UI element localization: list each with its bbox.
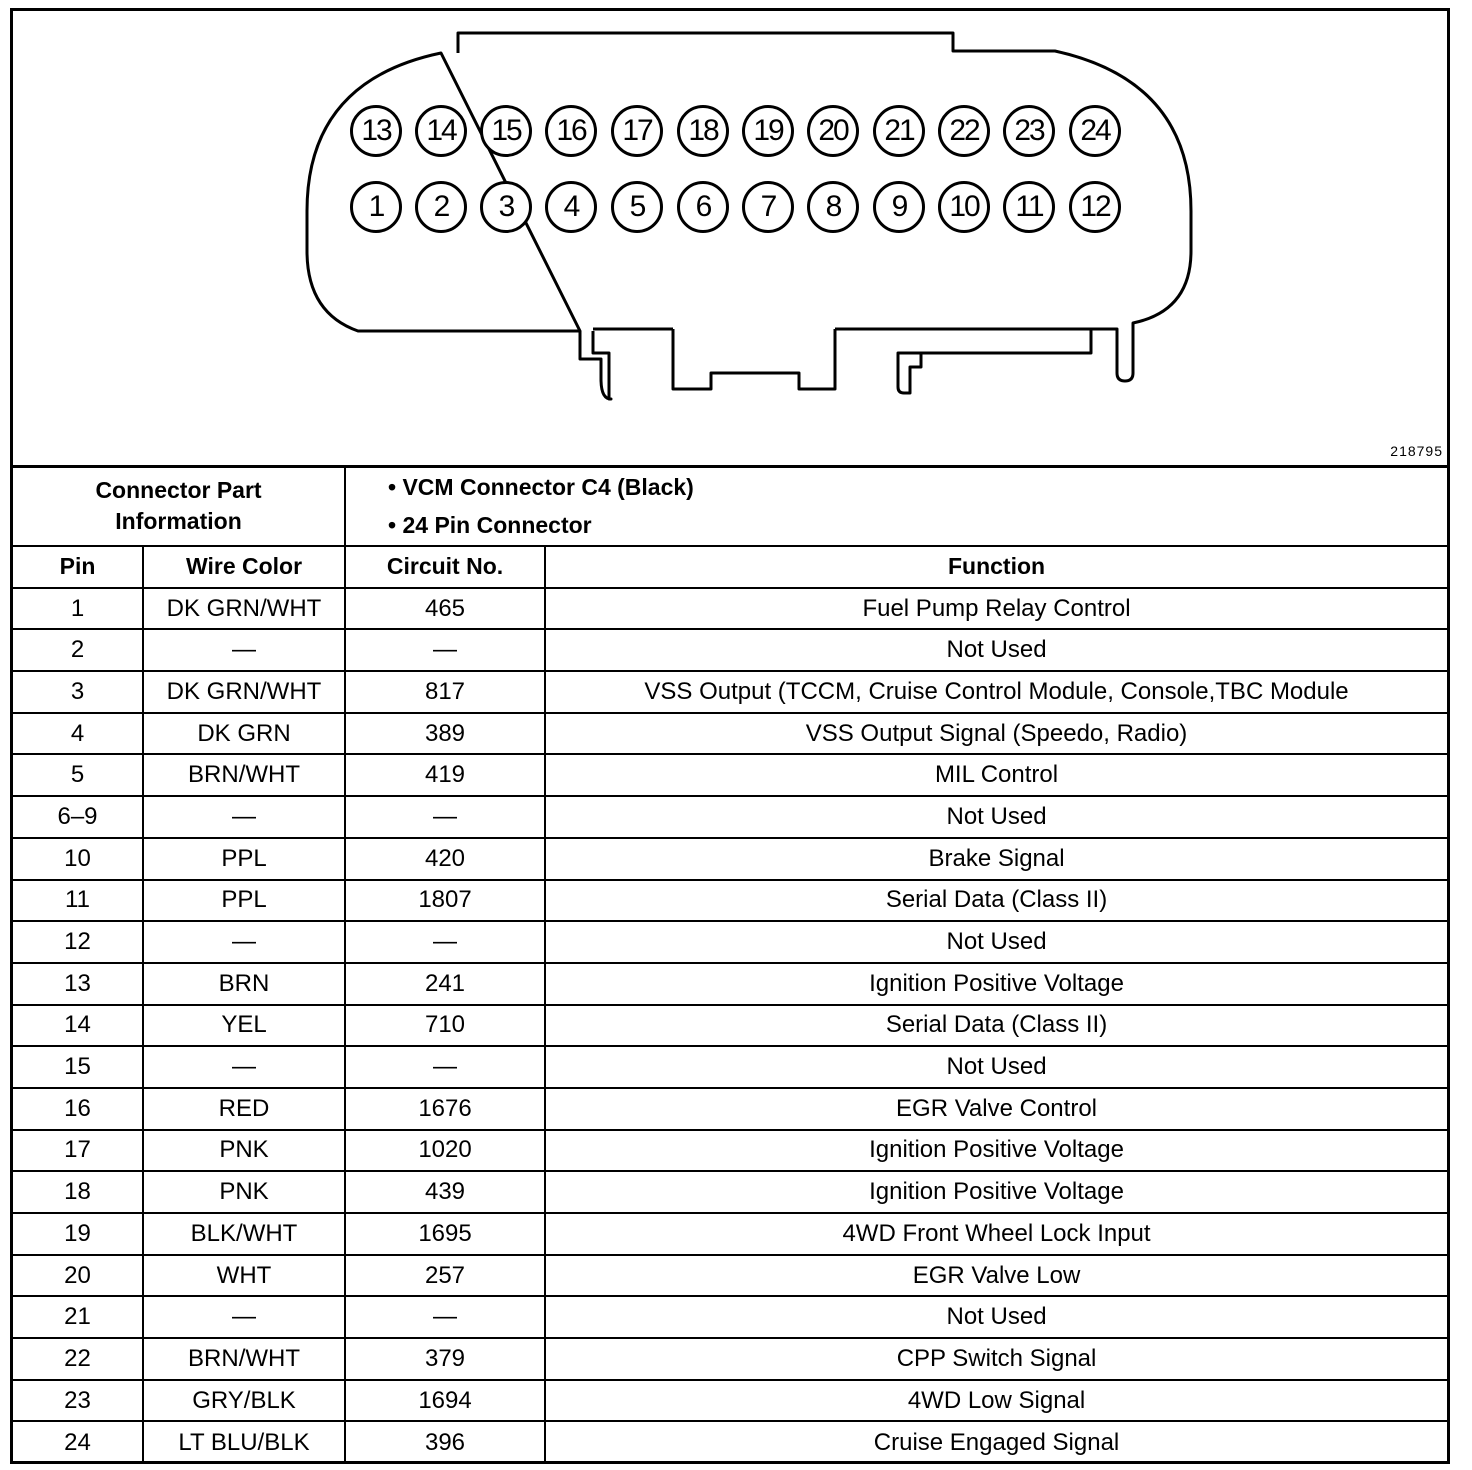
cell-function: Brake Signal <box>545 838 1447 880</box>
connector-info-list <box>345 466 1447 546</box>
connector-info-item: • 24 Pin Connector <box>388 511 592 538</box>
connector-pin: 16 <box>545 105 597 157</box>
cell-wire-color: PNK <box>143 1171 345 1213</box>
cell-circuit-no: 1695 <box>345 1213 545 1255</box>
connector-pin: 13 <box>350 105 402 157</box>
table-row <box>13 1338 1447 1380</box>
connector-pin: 4 <box>545 181 597 233</box>
cell-circuit-no: 257 <box>345 1255 545 1297</box>
cell-circuit-no: 1676 <box>345 1088 545 1130</box>
cell-wire-color: YEL <box>143 1005 345 1047</box>
cell-function: EGR Valve Low <box>545 1255 1447 1297</box>
connector-pin: 11 <box>1003 181 1055 233</box>
connector-pin: 17 <box>611 105 663 157</box>
cell-circuit-no: 439 <box>345 1171 545 1213</box>
cell-pin: 15 <box>13 1046 143 1088</box>
table-row <box>13 921 1447 963</box>
cell-function: Not Used <box>545 1296 1447 1338</box>
pinout-frame <box>10 8 1450 1464</box>
table-row <box>13 588 1447 630</box>
cell-function: EGR Valve Control <box>545 1088 1447 1130</box>
cell-function: VSS Output Signal (Speedo, Radio) <box>545 713 1447 755</box>
cell-wire-color: BRN <box>143 963 345 1005</box>
header-pin: Pin <box>13 546 143 588</box>
cell-pin: 6–9 <box>13 796 143 838</box>
cell-function: Cruise Engaged Signal <box>545 1421 1447 1463</box>
cell-function: Not Used <box>545 921 1447 963</box>
table-row <box>13 963 1447 1005</box>
connector-pin: 14 <box>415 105 467 157</box>
cell-wire-color: DK GRN <box>143 713 345 755</box>
connector-pin: 1 <box>350 181 402 233</box>
cell-wire-color: DK GRN/WHT <box>143 588 345 630</box>
connector-pin: 9 <box>873 181 925 233</box>
cell-function: CPP Switch Signal <box>545 1338 1447 1380</box>
table-row <box>13 838 1447 880</box>
cell-pin: 17 <box>13 1130 143 1172</box>
connector-pin: 23 <box>1003 105 1055 157</box>
cell-circuit-no: 396 <box>345 1421 545 1463</box>
cell-function: Ignition Positive Voltage <box>545 963 1447 1005</box>
cell-circuit-no: — <box>345 1046 545 1088</box>
cell-circuit-no: — <box>345 796 545 838</box>
table-row <box>13 1421 1447 1463</box>
table-row <box>13 754 1447 796</box>
table-row <box>13 796 1447 838</box>
cell-pin: 24 <box>13 1421 143 1463</box>
cell-function: Not Used <box>545 796 1447 838</box>
connector-pin: 2 <box>415 181 467 233</box>
cell-wire-color: BRN/WHT <box>143 1338 345 1380</box>
cell-function: 4WD Front Wheel Lock Input <box>545 1213 1447 1255</box>
cell-circuit-no: 419 <box>345 754 545 796</box>
cell-circuit-no: 710 <box>345 1005 545 1047</box>
table-row <box>13 713 1447 755</box>
cell-pin: 20 <box>13 1255 143 1297</box>
cell-function: Not Used <box>545 629 1447 671</box>
cell-pin: 11 <box>13 880 143 922</box>
connector-pin: 10 <box>938 181 990 233</box>
cell-circuit-no: — <box>345 1296 545 1338</box>
pin-table <box>13 466 1447 1463</box>
cell-pin: 21 <box>13 1296 143 1338</box>
table-header-row <box>13 546 1447 588</box>
table-row <box>13 1296 1447 1338</box>
cell-circuit-no: 465 <box>345 588 545 630</box>
connector-info-item: • VCM Connector C4 (Black) <box>388 473 694 500</box>
cell-circuit-no: 1807 <box>345 880 545 922</box>
cell-pin: 23 <box>13 1380 143 1422</box>
cell-wire-color: WHT <box>143 1255 345 1297</box>
cell-function: Fuel Pump Relay Control <box>545 588 1447 630</box>
cell-wire-color: — <box>143 921 345 963</box>
cell-function: VSS Output (TCCM, Cruise Control Module, Console,TBC Module <box>545 671 1447 713</box>
connector-info-label: Connector Part Information <box>13 466 345 546</box>
cell-circuit-no: 241 <box>345 963 545 1005</box>
cell-wire-color: RED <box>143 1088 345 1130</box>
connector-diagram <box>13 11 1447 468</box>
table-row <box>13 880 1447 922</box>
connector-pin: 22 <box>938 105 990 157</box>
cell-wire-color: — <box>143 796 345 838</box>
cell-wire-color: PNK <box>143 1130 345 1172</box>
cell-circuit-no: 1694 <box>345 1380 545 1422</box>
cell-function: Ignition Positive Voltage <box>545 1171 1447 1213</box>
connector-info-row <box>13 466 1447 546</box>
cell-circuit-no: 817 <box>345 671 545 713</box>
cell-function: Ignition Positive Voltage <box>545 1130 1447 1172</box>
table-row <box>13 1005 1447 1047</box>
header-function: Function <box>545 546 1447 588</box>
connector-outline <box>13 11 1447 465</box>
header-circuit-no: Circuit No. <box>345 546 545 588</box>
cell-pin: 16 <box>13 1088 143 1130</box>
header-wire-color: Wire Color <box>143 546 345 588</box>
cell-wire-color: — <box>143 629 345 671</box>
table-row <box>13 1171 1447 1213</box>
cell-circuit-no: 389 <box>345 713 545 755</box>
connector-pin: 19 <box>742 105 794 157</box>
table-row <box>13 1213 1447 1255</box>
cell-pin: 10 <box>13 838 143 880</box>
cell-circuit-no: — <box>345 629 545 671</box>
cell-circuit-no: 1020 <box>345 1130 545 1172</box>
table-row <box>13 629 1447 671</box>
connector-pin: 7 <box>742 181 794 233</box>
cell-pin: 2 <box>13 629 143 671</box>
cell-wire-color: LT BLU/BLK <box>143 1421 345 1463</box>
cell-circuit-no: 379 <box>345 1338 545 1380</box>
cell-function: 4WD Low Signal <box>545 1380 1447 1422</box>
cell-pin: 12 <box>13 921 143 963</box>
cell-wire-color: DK GRN/WHT <box>143 671 345 713</box>
cell-pin: 14 <box>13 1005 143 1047</box>
cell-function: Serial Data (Class II) <box>545 880 1447 922</box>
cell-pin: 18 <box>13 1171 143 1213</box>
table-row <box>13 1130 1447 1172</box>
connector-pin: 21 <box>873 105 925 157</box>
cell-wire-color: — <box>143 1046 345 1088</box>
cell-wire-color: PPL <box>143 880 345 922</box>
cell-wire-color: PPL <box>143 838 345 880</box>
connector-pin: 12 <box>1069 181 1121 233</box>
cell-wire-color: — <box>143 1296 345 1338</box>
connector-pin: 18 <box>677 105 729 157</box>
cell-pin: 5 <box>13 754 143 796</box>
cell-pin: 19 <box>13 1213 143 1255</box>
table-row <box>13 1046 1447 1088</box>
cell-function: MIL Control <box>545 754 1447 796</box>
table-row <box>13 1380 1447 1422</box>
cell-circuit-no: — <box>345 921 545 963</box>
figure-id: 218795 <box>1390 443 1443 459</box>
connector-pin: 3 <box>480 181 532 233</box>
connector-pin: 20 <box>807 105 859 157</box>
connector-pin: 8 <box>807 181 859 233</box>
cell-wire-color: BRN/WHT <box>143 754 345 796</box>
cell-pin: 22 <box>13 1338 143 1380</box>
cell-wire-color: GRY/BLK <box>143 1380 345 1422</box>
cell-function: Serial Data (Class II) <box>545 1005 1447 1047</box>
cell-pin: 1 <box>13 588 143 630</box>
cell-pin: 4 <box>13 713 143 755</box>
cell-circuit-no: 420 <box>345 838 545 880</box>
connector-pin: 6 <box>677 181 729 233</box>
table-row <box>13 1255 1447 1297</box>
connector-pin: 24 <box>1069 105 1121 157</box>
cell-pin: 3 <box>13 671 143 713</box>
cell-pin: 13 <box>13 963 143 1005</box>
table-row <box>13 1088 1447 1130</box>
connector-pin: 5 <box>611 181 663 233</box>
connector-pin: 15 <box>480 105 532 157</box>
cell-function: Not Used <box>545 1046 1447 1088</box>
cell-wire-color: BLK/WHT <box>143 1213 345 1255</box>
table-row <box>13 671 1447 713</box>
